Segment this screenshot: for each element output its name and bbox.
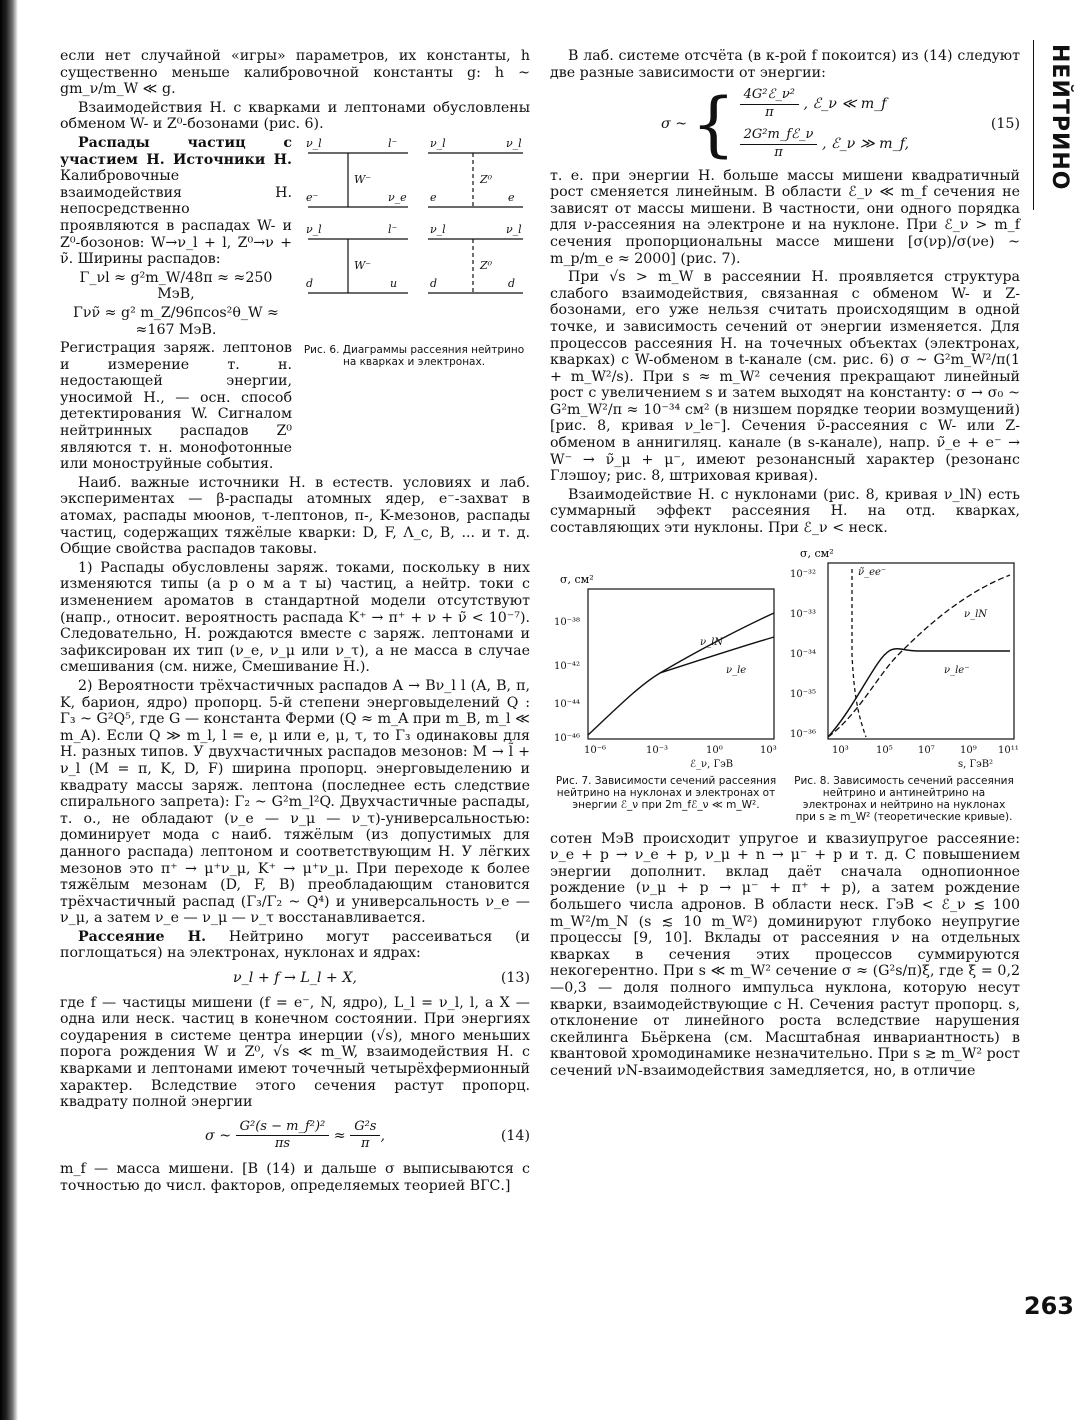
feynman-diagrams	[298, 135, 530, 315]
figures-7-8	[550, 545, 1020, 823]
diagram-label: d	[306, 276, 314, 290]
figure-caption: Рис. 8. Зависимость сечений рассеяния нейтрино и антинейтрино на электронах и нейтрино на нуклонах при s ≳ m_W² (теоретические кривые).	[794, 774, 1014, 823]
y-axis-label: σ, см²	[800, 546, 834, 560]
running-head-rule	[1033, 40, 1034, 210]
x-tick-label: 10⁻³	[646, 744, 669, 756]
denominator: π	[774, 144, 783, 160]
decays-section	[60, 135, 530, 340]
x-axis-label: ℰ_ν, ГэВ	[690, 758, 734, 770]
paragraph: m_f — масса мишени. [В (14) и дальше σ выписываются с точностью до числ. факторов, определяемых теорией ВГС.]	[60, 1161, 530, 1194]
book-spine-shadow	[0, 0, 18, 1420]
diagram-label: ν_e	[388, 190, 407, 204]
series-label: ν_lN	[700, 636, 724, 648]
series-label: ν_lN	[964, 608, 988, 620]
diagram-label: W⁻	[354, 258, 372, 272]
denominator: π	[765, 104, 774, 120]
approx-sign: ≈	[333, 1127, 346, 1144]
series-label: ν̃_ee⁻	[858, 566, 887, 578]
denominator: π	[361, 1136, 370, 1152]
running-head: НЕЙТРИНО	[1047, 44, 1072, 191]
paragraph: Взаимодействия Н. с кварками и лептонами обусловлены обменом W- и Z⁰-бозонами (рис. 6).	[60, 99, 530, 133]
y-tick-label: 10⁻³⁸	[554, 616, 581, 628]
plot-frame	[588, 589, 774, 739]
diagram-label: W⁻	[354, 172, 372, 186]
equation-13	[60, 970, 530, 987]
brace: {	[691, 83, 736, 166]
diagram-label: ν_l	[506, 222, 522, 236]
series-label: ν_le	[726, 664, 747, 676]
x-tick-label: 10⁹	[960, 744, 977, 756]
x-tick-label: 10³	[760, 744, 777, 756]
equation-number: (15)	[990, 116, 1020, 133]
y-tick-label: 10⁻⁴⁶	[554, 732, 581, 744]
paragraph: Калибровочные взаимодействия Н. непосредственно проявляются в распадах W- и Z⁰-бозонов: W→ν_l + l, Z⁰→ν + ν̃. Ширины распадов:	[60, 168, 292, 268]
decays-section-cont	[60, 340, 530, 475]
fraction	[740, 127, 818, 161]
figure-8-plot	[788, 545, 1020, 775]
paragraph: В лаб. системе отсчёта (в к-рой f покоится) из (14) следуют две разные зависимости от энергии:	[550, 48, 1020, 81]
equation: Γ_νl ≈ g²m_W/48π ≈ ≈250 МэВ,	[79, 269, 273, 303]
right-column	[550, 48, 1020, 1082]
paragraph: Наиб. важные источники Н. в естеств. условиях и лаб. экспериментах — β-распады атомных ядер, e⁻-захват в атомах, распады мюонов, τ-лептонов, π-, K-мезонов, распады частиц, содержащих тяжёлые кварки: D, F, Λ_c, B, ... и т. д. Общие свойства распадов таковы.	[60, 474, 530, 558]
equation-cases	[740, 87, 909, 161]
diagram-label: e	[508, 190, 515, 204]
numerator: G²(s − m_f²)²	[236, 1119, 330, 1137]
paragraph: Нейтрино могут рассеиваться (и поглощаться) на электронах, нуклонах и ядрах:	[60, 928, 530, 962]
equation-tail: ,	[380, 1127, 385, 1144]
diagram-label: u	[390, 276, 398, 290]
figure-caption: Рис. 6. Диаграммы рассеяния нейтрино на кварках и электронах.	[303, 344, 525, 369]
equation-lhs: σ ~	[205, 1127, 232, 1144]
diagram-label: Z⁰	[480, 258, 493, 272]
paragraph: 1) Распады обусловлены заряж. токами, поскольку в них изменяются типы (а р о м а т ы) частиц, а нейтр. токи с изменением ароматов в стандартной модели отсутствуют (напр., относит. вероятность распада K⁺ → π⁺ + ν + ν̃ < 10⁻⁷). Следовательно, Н. рождаются вместе с заряж. лептонами и зафиксирован их тип (ν_e, ν_μ или ν_τ), а не масса в случае смешивания (см. ниже, Смешивание Н.).	[60, 559, 530, 676]
section-heading: Рассеяние Н.	[78, 928, 207, 945]
numerator: 4G²ℰ_ν²	[740, 87, 799, 105]
numerator: G²s	[350, 1119, 380, 1137]
diagram-label: d	[508, 276, 516, 290]
series-line-nu-N	[828, 575, 1010, 737]
numerator: 2G²m_fℰ_ν	[740, 127, 818, 145]
diagram-label: Z⁰	[480, 172, 493, 186]
case-condition: , ℰ_ν ≪ m_f	[803, 96, 887, 113]
paragraph: сотен МэВ происходит упругое и квазиупругое рассеяние: ν_e + p → ν_e + p, ν_μ + n → μ⁻ + p и т. д. С повышением энергии дополнит. вклад даёт сначала однопионное рождение (ν_μ + p → μ⁻ + π⁺ + p), а затем рождение большего числа адронов. В области неск. ГэВ < ℰ_ν ≲ 100 m_W²/m_N (s ≲ 10 m_W²) доминируют глубоко неупругие процессы [9, 10]. Вклады от рассеяния ν на отдельных кварках в сечения этих процессов суммируются некогерентно. При s ≪ m_W² сечение σ ≈ (G²s/π)ξ, где ξ = 0,2—0,3 — доля полного импульса нуклона, которую несут кварки, взаимодействующие с Н. Сечения растут пропорц. s, отклонение от линейного роста вследствие нарушения скейлинга Бьёркена (см. Масштабная инвариантность) в квантовой хромодинамике незначительно. При s ≳ m_W² рост сечений νN-взаимодействия замедляется, но, в отличие	[550, 830, 1020, 1079]
equation-14	[60, 1119, 530, 1153]
x-tick-label: 10⁻⁶	[584, 744, 607, 756]
y-tick-label: 10⁻³⁶	[790, 728, 817, 740]
x-tick-label: 10⁵	[876, 744, 893, 756]
paragraph: При √s > m_W в рассеянии Н. проявляется структура слабого взаимодействия, связанная с обменом W- и Z-бозонами, его уже нельзя считать происходящим в одной точке, и зависимость сечений от энергии изменяется. Для процессов рассеяния Н. на точечных объектах (электронах, кварках) с W-обменом в t-канале (см. рис. 6) σ ~ G²m_W²/π(1 + m_W²/s). При s ≈ m_W² сечения прекращают линейный рост с увеличением s и затем выходят на константу: σ → σ₀ ~ G²m_W²/π ≈ 10⁻³⁴ см² (в низшем порядке теории возмущений) [рис. 8, кривая ν_le⁻]. Сечения ν̃-рассеяния с W- или Z-обменом в аннигиляц. канале (в s-канале), напр. ν̃_e + e⁻ → W⁻ → ν̃_μ + μ⁻, имеют резонансный характер (резонанс Глэшоу; рис. 8, штриховая кривая).	[550, 269, 1020, 485]
section-heading: Распады частиц с участием Н. Источники Н.	[60, 134, 292, 168]
diagram-label: e⁻	[306, 190, 319, 204]
x-tick-label: 10⁰	[706, 744, 723, 756]
paragraph: где f — частицы мишени (f = e⁻, N, ядро), L_l = ν_l, l, а X — одна или неск. частиц в конечном состоянии. При энергиях соударения в системе центра инерции (√s), много меньших порога рождения W и Z⁰, √s ≪ m_W, взаимодействия Н. с кварками и лептонами имеют точечный четырёхфермионный характер. Вследствие этого сечения растут пропорц. квадрату полной энергии	[60, 994, 530, 1111]
diagram-label: l⁻	[388, 222, 398, 236]
y-tick-label: 10⁻⁴⁴	[554, 698, 581, 710]
y-tick-label: 10⁻³⁵	[790, 688, 817, 700]
diagram-label: ν_l	[430, 136, 446, 150]
x-axis-label: s, ГэВ²	[958, 758, 994, 770]
figure-6	[298, 135, 530, 340]
diagram-label: ν_l	[306, 136, 322, 150]
left-column	[60, 48, 530, 1196]
y-tick-label: 10⁻³²	[790, 568, 817, 580]
diagram-label: ν_l	[506, 136, 522, 150]
equation: Γνν̃ ≈ g² m_Z/96πcos²θ_W ≈ ≈167 МэВ.	[73, 304, 279, 338]
figure-6-caption-box	[298, 340, 530, 475]
x-tick-label: 10¹¹	[998, 744, 1019, 756]
equation-lhs: σ ~	[661, 116, 688, 133]
x-tick-label: 10³	[832, 744, 849, 756]
paragraph: т. е. при энергии Н. больше массы мишени квадратичный рост сменяется линейным. В области ℰ_ν ≪ m_f сечения не зависят от массы мишени. В частности, они одного порядка для ν-рассеяния на электроне и на нуклоне. При ℰ_ν > m_f сечения пропорциональны массе мишени [σ(νp)/σ(νe) ~ m_p/m_e ≈ 2000] (рис. 7).	[550, 167, 1020, 267]
figure-7-plot	[550, 545, 782, 775]
diagram-label: ν_l	[306, 222, 322, 236]
diagram-label: d	[430, 276, 438, 290]
equation-number: (13)	[500, 970, 530, 987]
figure-caption: Рис. 7. Зависимости сечений рассеяния нейтрино на нуклонах и электронах от энергии ℰ_ν при 2m_fℰ_ν ≪ m_W².	[555, 774, 777, 811]
case-condition: , ℰ_ν ≫ m_f,	[821, 136, 909, 153]
paragraph: 2) Вероятности трёхчастичных распадов A → Bν_l l (A, B, π, K, барион, ядро) пропорц. 5-й степени энерговыделений Q : Γ₃ ~ G²Q⁵, где G — константа Ферми (Q ≈ m_A при m_B, m_l ≪ m_A). Если Q ≫ m_l, l = e, μ или e, μ, τ, то Γ₃ одинаковы для Н. разных типов. У двухчастичных распадов мезонов: M → l̃ + ν_l (M = π, K, D, F) ширина пропорц. энерговыделению и квадрату массы заряж. лептона (последнее есть следствие спирального запрета): Γ₂ ~ G²m_l²Q. Двухчастичные распады, т. о., не обладают (ν_e — ν_μ — ν_τ)-универсальностью: доминирует мода с наиб. тяжёлым (из допустимых для данного распада) лептоном и соответствующим Н. У лёгких мезонов это π⁺ → μ⁺ν_μ, K⁺ → μ⁺ν_μ. При переходе к более тяжёлым мезонам (D, F, B) преобладающим становится трёхчастичный распад (Γ₃/Γ₂ ~ Q⁴) и универсальность ν_e — ν_μ, а затем ν_e — ν_μ — ν_τ восстанавливается.	[60, 677, 530, 927]
diagram-label: e	[430, 190, 437, 204]
diagram-label: l⁻	[388, 136, 398, 150]
series-line-nu-e	[828, 648, 1010, 736]
diagram-label: ν_l	[430, 222, 446, 236]
y-tick-label: 10⁻³³	[790, 608, 817, 620]
x-tick-label: 10⁷	[918, 744, 935, 756]
paragraph: Взаимодействие Н. с нуклонами (рис. 8, кривая ν_lN) есть суммарный эффект рассеяния Н. на отд. кварках, составляющих эти нуклоны. При ℰ_ν < неск.	[550, 486, 1020, 537]
series-label: ν_le⁻	[944, 664, 970, 676]
y-tick-label: 10⁻⁴²	[554, 660, 581, 672]
y-axis-label: σ, см²	[560, 572, 594, 586]
equation-number: (14)	[500, 1127, 530, 1144]
y-tick-label: 10⁻³⁴	[790, 648, 817, 660]
equation: ν_l + f → L_l + X,	[233, 970, 357, 987]
fraction	[350, 1119, 380, 1153]
equation-15	[550, 83, 1020, 166]
fraction	[236, 1119, 330, 1153]
case-2	[740, 127, 909, 161]
paragraph: если нет случайной «игры» параметров, их константы, h существенно меньше калибровочной константы g: h ~ gm_ν/m_W ≪ g.	[60, 48, 530, 98]
page-number: 263	[1023, 1292, 1074, 1320]
figure-8	[788, 545, 1020, 823]
denominator: πs	[274, 1136, 291, 1152]
case-1	[740, 87, 909, 121]
decays-text	[60, 135, 292, 340]
figure-7	[550, 545, 782, 823]
fraction	[740, 87, 799, 121]
paragraph: Регистрация заряж. лептонов и измерение т. н. недостающей энергии, уносимой Н., — осн. способ детектирования W. Сигналом нейтринных распадов Z⁰ являются т. н. монофотонные или моноструйные события.	[60, 340, 292, 473]
